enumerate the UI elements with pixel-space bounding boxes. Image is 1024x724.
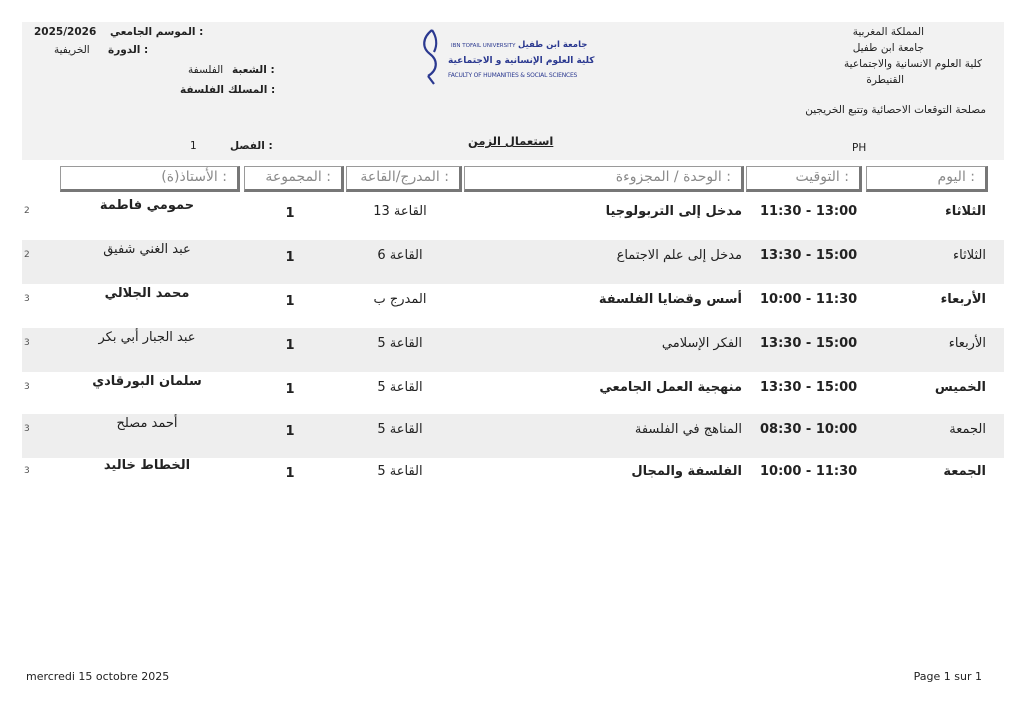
row-module: الفكر الإسلامي bbox=[661, 336, 742, 351]
row-module: منهجية العمل الجامعي bbox=[599, 380, 742, 395]
row-group: 1 bbox=[285, 424, 295, 439]
logo-english-university: IBN TOFAIL UNIVERSITY bbox=[451, 43, 516, 49]
row-day: الجمعة bbox=[943, 464, 986, 479]
table-row bbox=[22, 196, 1004, 240]
row-professor: الخطاط خاليد bbox=[103, 458, 191, 473]
row-professor: سلمان البورقادي bbox=[92, 374, 202, 389]
university-name: جامعة ابن طفيل bbox=[852, 42, 924, 54]
table-row bbox=[22, 284, 1004, 328]
row-time: 10:00 - 11:30 bbox=[760, 464, 858, 479]
table-row bbox=[22, 328, 1004, 372]
session-value: الخريفية bbox=[54, 44, 90, 56]
row-group: 1 bbox=[285, 294, 295, 309]
faculty-name: كلية العلوم الانسانية والاجتماعية bbox=[844, 58, 982, 70]
row-day: الثلاثاء bbox=[945, 204, 986, 219]
column-header-group: المجموعة : bbox=[244, 166, 344, 192]
column-header-module: الوحدة / المجزوءة : bbox=[464, 166, 744, 192]
print-date: mercredi 15 octobre 2025 bbox=[26, 670, 170, 683]
row-room: القاعة 5 bbox=[377, 464, 423, 479]
row-time: 13:30 - 15:00 bbox=[760, 380, 858, 395]
track-label: المسلك : bbox=[228, 84, 276, 96]
row-professor: عبد الغني شفيق bbox=[103, 242, 191, 257]
column-header-time: التوقيت : bbox=[746, 166, 862, 192]
row-group: 1 bbox=[285, 206, 295, 221]
kingdom-name: المملكة المغربية bbox=[852, 26, 924, 38]
row-edge-mark: 3 bbox=[24, 466, 30, 476]
row-time: 11:30 - 13:00 bbox=[760, 204, 858, 219]
row-module: المناهج في الفلسفة bbox=[634, 422, 742, 437]
row-day: الجمعة bbox=[949, 422, 986, 437]
row-room: القاعة 5 bbox=[377, 422, 423, 437]
track-value: الفلسفة bbox=[180, 84, 224, 96]
row-module: الفلسفة والمجال bbox=[631, 464, 742, 479]
row-professor: حمومي فاطمة bbox=[99, 198, 195, 213]
row-day: الخميس bbox=[934, 380, 986, 395]
service-name: مصلحة التوقعات الاحصائية وتتبع الخريجين bbox=[805, 104, 986, 116]
row-day: الأربعاء bbox=[948, 336, 986, 351]
row-edge-mark: 2 bbox=[24, 250, 30, 260]
row-time: 08:30 - 10:00 bbox=[760, 422, 858, 437]
ph-code: PH bbox=[852, 142, 867, 154]
session-label: الدورة : bbox=[108, 44, 149, 56]
row-group: 1 bbox=[285, 466, 295, 481]
row-room: القاعة 5 bbox=[377, 380, 423, 395]
logo-arabic-faculty: كلية العلوم الإنسانية و الاجتماعية bbox=[448, 56, 595, 66]
row-professor: أحمد مصلح bbox=[116, 416, 178, 431]
row-edge-mark: 3 bbox=[24, 294, 30, 304]
table-row bbox=[22, 456, 1004, 500]
table-row bbox=[22, 240, 1004, 284]
table-row bbox=[22, 372, 1004, 416]
row-time: 13:30 - 15:00 bbox=[760, 248, 858, 263]
row-module: مدخل إلى علم الاجتماع bbox=[616, 248, 742, 263]
row-day: الثلاثاء bbox=[953, 248, 986, 263]
column-header-day: اليوم : bbox=[866, 166, 988, 192]
timetable-title: استعمال الزمن bbox=[468, 134, 554, 148]
semester-value: 1 bbox=[190, 140, 197, 152]
column-header-professor: الأستاذ(ة) : bbox=[60, 166, 240, 192]
season-value: 2025/2026 bbox=[34, 26, 97, 38]
university-logo bbox=[418, 26, 593, 88]
row-group: 1 bbox=[285, 250, 295, 265]
row-room: القاعة 6 bbox=[377, 248, 423, 263]
logo-english-faculty: FACULTY OF HUMANITIES & SOCIAL SCIENCES bbox=[448, 72, 578, 79]
page-number: Page 1 sur 1 bbox=[913, 670, 982, 683]
row-group: 1 bbox=[285, 338, 295, 353]
row-room: المدرج ب bbox=[373, 292, 427, 307]
row-edge-mark: 2 bbox=[24, 206, 30, 216]
row-time: 10:00 - 11:30 bbox=[760, 292, 858, 307]
row-group: 1 bbox=[285, 382, 295, 397]
row-professor: عبد الجبار أبي بكر bbox=[98, 330, 196, 345]
row-room: القاعة 5 bbox=[377, 336, 423, 351]
logo-arabic-university: جامعة ابن طفيل bbox=[518, 40, 588, 50]
row-edge-mark: 3 bbox=[24, 424, 30, 434]
row-room: القاعة 13 bbox=[373, 204, 427, 219]
branch-label: الشعبة : bbox=[232, 64, 275, 76]
column-header-room: المدرج/القاعة : bbox=[346, 166, 462, 192]
row-professor: محمد الجلالي bbox=[104, 286, 190, 301]
row-module: أسس وقضايا الفلسفة bbox=[598, 292, 742, 307]
row-edge-mark: 3 bbox=[24, 338, 30, 348]
city-name: القنيطرة bbox=[866, 74, 904, 86]
row-module: مدخل إلى التربولوجيا bbox=[605, 204, 742, 219]
semester-label: الفصل : bbox=[230, 140, 273, 152]
table-row bbox=[22, 414, 1004, 458]
logo-emblem-icon bbox=[418, 26, 446, 88]
row-time: 13:30 - 15:00 bbox=[760, 336, 858, 351]
season-label: الموسم الجامعي : bbox=[110, 26, 204, 38]
row-edge-mark: 3 bbox=[24, 382, 30, 392]
row-day: الأربعاء bbox=[940, 292, 986, 307]
branch-value: الفلسفة bbox=[188, 64, 224, 76]
